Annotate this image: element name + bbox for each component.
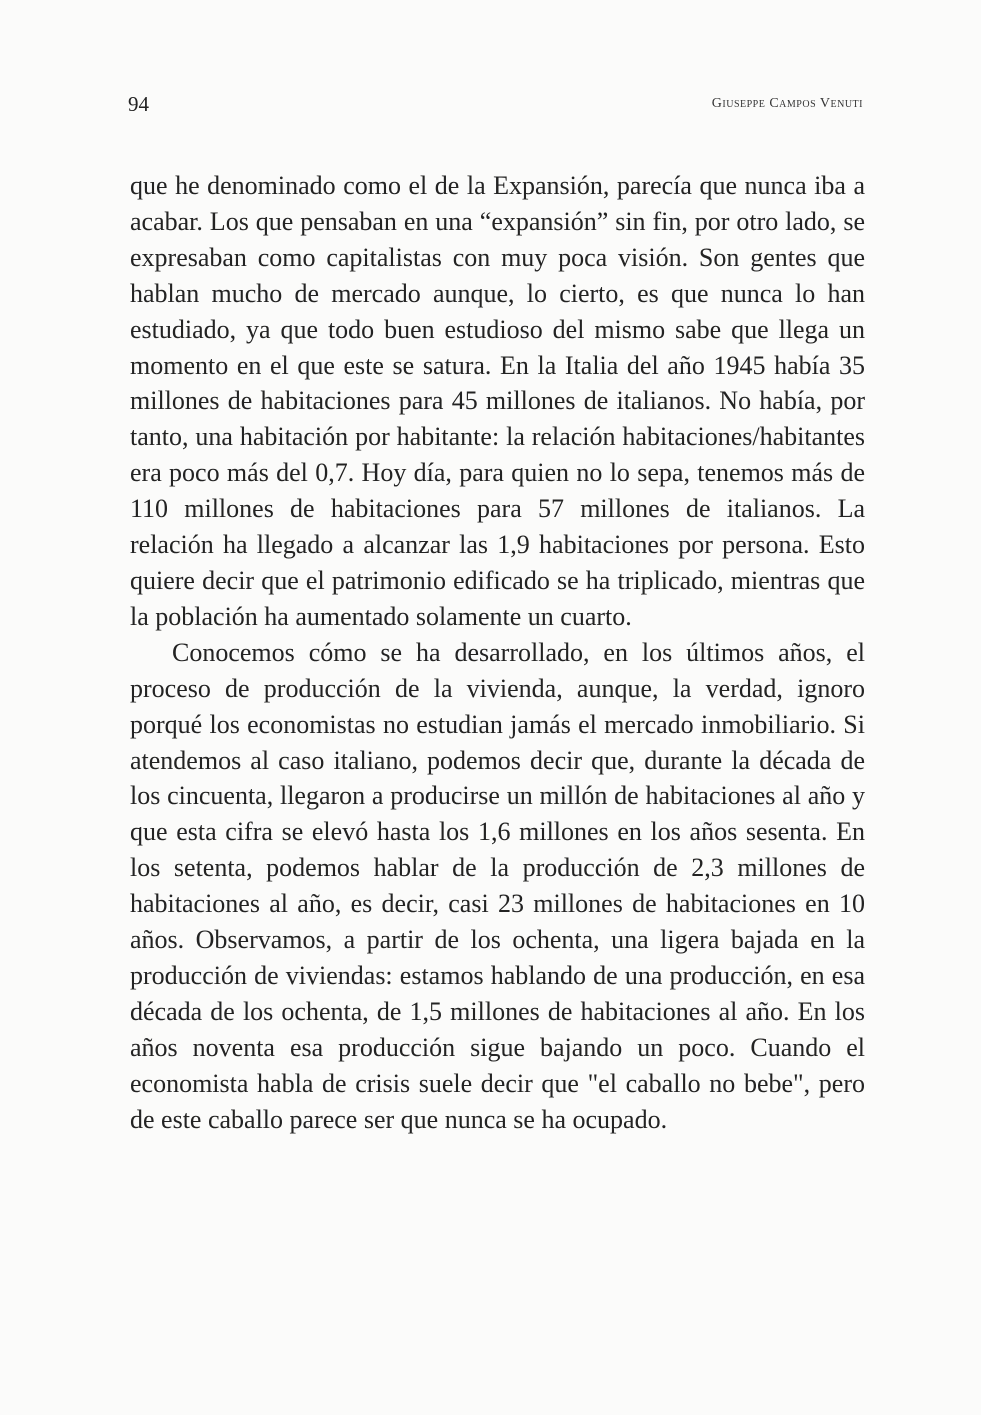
- paragraph: que he denominado como el de la Expansión, parecía que nunca iba a acabar. Los que pensaban en una “expansión” sin fin, por otro lado, se expresaban como capitalistas con muy poca visión. Son gentes que hablan mucho de mercado aunque, lo cierto, es que nunca lo han estudiado, ya que todo buen estudioso del mismo sabe que llega un momento en el que este se satura. En la Italia del año 1945 había 35 millones de habitaciones para 45 millones de italianos. No había, por tanto, una habitación por habitante: la relación habitaciones/habitantes era poco más del 0,7. Hoy día, para quien no lo sepa, tenemos más de 110 millones de habitaciones para 57 millones de italianos. La relación ha llegado a alcanzar las 1,9 habitaciones por persona. Esto quiere decir que el patrimonio edificado se ha triplicado, mientras que la población ha aumentado solamente un cuarto.: [130, 171, 865, 631]
- body-text: [130, 168, 865, 1137]
- paragraph: Conocemos cómo se ha desarrollado, en los últimos años, el proceso de producción de la vivienda, aunque, la verdad, ignoro porqué los economistas no estudian jamás el mercado inmobiliario. Si atendemos al caso italiano, podemos decir que, durante la década de los cincuenta, llegaron a producirse un millón de habitaciones al año y que esta cifra se elevó hasta los 1,6 millones en los años sesenta. En los setenta, podemos hablar de la producción de 2,3 millones de habitaciones al año, es decir, casi 23 millones de habitaciones en 10 años. Observamos, a partir de los ochenta, una ligera bajada en la producción de viviendas: estamos hablando de una producción, en esa década de los ochenta, de 1,5 millones de habitaciones al año. En los años noventa esa producción sigue bajando un poco. Cuando el economista habla de crisis suele decir que "el caballo no bebe", pero de este caballo parece ser que nunca se ha ocupado.: [130, 637, 865, 1134]
- page-number: 94: [128, 92, 149, 116]
- running-head: Giuseppe Campos Venuti: [711, 96, 863, 111]
